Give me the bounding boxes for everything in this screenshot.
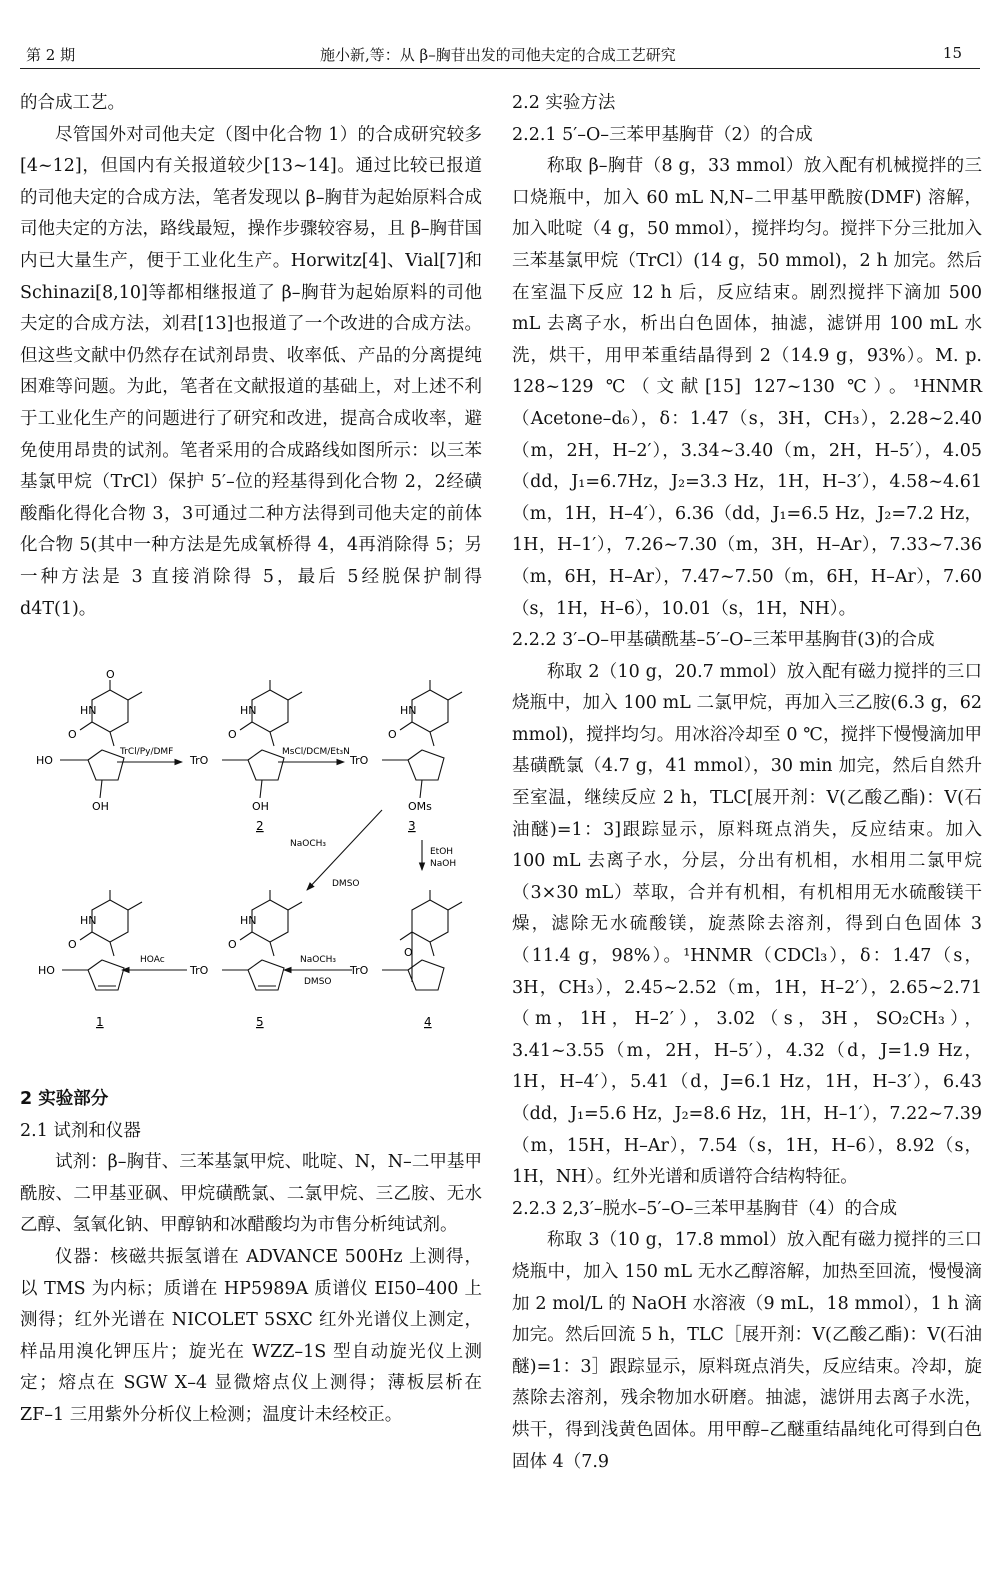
svg-text:HO: HO <box>38 964 55 977</box>
reagent-step4-solvent: DMSO <box>304 977 332 987</box>
reagent-step5: HOAc <box>140 955 165 965</box>
svg-text:O: O <box>228 728 237 741</box>
right-column <box>512 88 982 1478</box>
svg-text:TrO: TrO <box>190 964 209 977</box>
paragraph-intro-end: 的合成工艺。 <box>20 93 125 113</box>
svg-text:HN: HN <box>400 704 417 717</box>
structure-thymidine <box>36 668 142 813</box>
section-2-2-title: 2.2 实验方法 <box>512 93 616 113</box>
svg-text:OMs: OMs <box>408 800 432 813</box>
svg-text:TrO: TrO <box>350 964 369 977</box>
section-2-2-3-title: 2.2.3 2,3′–脱水–5′–O–三苯甲基胸苷（4）的合成 <box>512 1198 897 1219</box>
svg-text:HO: HO <box>36 754 53 767</box>
structure-compound-3 <box>349 680 462 833</box>
svg-text:O: O <box>404 946 413 959</box>
svg-text:HN: HN <box>80 914 97 927</box>
svg-text:O: O <box>388 728 397 741</box>
reagent-step3a-solvent: DMSO <box>332 879 360 889</box>
section-2-title: 2 实验部分 <box>20 1089 109 1109</box>
running-title: 施小新,等：从 β–胸苷出发的司他夫定的合成工艺研究 <box>320 46 676 64</box>
paragraph-background: 尽管国外对司他夫定（图中化合物 1）的合成研究较多[4~12]，但国内有关报道较少[13~14]。通过比较已报道的司他夫定的合成方法，笔者发现以 β–胸苷为起始原料合成司他夫定的方法，路线最短，操作步骤较容易，且 β–胸苷国内已大量生产，便于工业化生产。Horwitz[4]、Vial[7]和 Schinazi[8,10]等都相继报道了 β–胸苷为起始原料的司他夫定的合成方法，刘君[13]也报道了一个改进的合成方法。但这些文献中仍然存在试剂昂贵、收率低、产品的分离提纯困难等问题。为此，笔者在文献报道的基础上，对上述不利于工业化生产的问题进行了研究和改进，提高合成收率，避免使用昂贵的试剂。笔者采用的合成路线如图所示：以三苯基氯甲烷（TrCl）保护 5′–位的羟基得到化合物 2，2经磺酸酯化得化合物 3，3可通过二种方法得到司他夫定的前体化合物 5(其中一种方法是先成氧桥得 4，4再消除得 5；另一种方法是 3 直接消除得 5，最后 5经脱保护制得 d4T(1)。 <box>20 124 482 619</box>
svg-text:TrO: TrO <box>350 754 369 767</box>
compound-label-3: 3 <box>408 819 416 833</box>
structure-compound-1 <box>38 890 142 1029</box>
compound-label-4: 4 <box>424 1015 432 1029</box>
procedure-2-2-3: 称取 3（10 g，17.8 mmol）放入配有磁力搅拌的三口烧瓶中，加入 150 mL 无水乙醇溶解，加热至回流，慢慢滴加 2 mol/L 的 NaOH 水溶液（9 mL，18 mmol），1 h 滴加完。然后回流 5 h，TLC［展开剂：V(乙酸乙酯)：V(石油醚)=1：3］跟踪显示，原料斑点消失，反应结束。冷却，旋蒸除去溶剂，残余物加水研磨。抽滤，滤饼用去离子水洗，烘干，得到浅黄色固体。用甲醇–乙醚重结晶纯化可得到白色固体 4（7.9 <box>512 1230 982 1472</box>
reagent-step3b-1: EtOH <box>430 847 454 857</box>
instruments-paragraph: 仪器：核磁共振氢谱在 ADVANCE 500Hz 上测得，以 TMS 为内标；质谱在 HP5989A 质谱仪 EI50–400 上测得；红外光谱在 NICOLET 5SXC 红外光谱仪上测定，样品用溴化钾压片；旋光在 WZZ–1S 型自动旋光仪上测定；熔点在 SGW X–4 显微熔点仪上测得；薄板层析在 ZF–1 三用紫外分析仪上检测；温度计未经校正。 <box>20 1246 482 1425</box>
synthesis-scheme <box>22 668 482 1050</box>
svg-text:HN: HN <box>80 704 97 717</box>
reagent-step4: NaOCH₃ <box>300 955 336 965</box>
compound-label-1: 1 <box>96 1015 104 1029</box>
svg-text:OH: OH <box>252 800 269 813</box>
section-2-2-1-title: 2.2.1 5′–O–三苯甲基胸苷（2）的合成 <box>512 124 813 145</box>
procedure-2-2-2: 称取 2（10 g，20.7 mmol）放入配有磁力搅拌的三口烧瓶中，加入 100 mL 二氯甲烷，再加入三乙胺(6.3 g，62 mmol)，搅拌均匀。用冰浴冷却至 0 ℃，搅拌下慢慢滴加甲基磺酰氯（4.7 g，41 mmol），30 min 加完，然后自然升至室温，继续反应 2 h，TLC[展开剂：V(乙酸乙酯)：V(石油醚)=1：3]跟踪显示，原料斑点消失，反应结束。加入 100 mL 去离子水，分层，分出有机相，水相用二氯甲烷（3×30 mL）萃取，合并有机相，有机相用无水硫酸镁干燥，滤除无水硫酸镁，旋蒸除去溶剂，得到白色固体 3（11.4 g，98%）。¹HNMR（CDCl₃），δ：1.47（s，3H，CH₃），2.45~2.52（m，1H，H–2′），2.65~2.71（m，1H，H–2′），3.02（s，3H，SO₂CH₃），3.41~3.55（m，2H，H–5′），4.32（d，J=1.9 Hz，1H，H–4′），5.41（d，J=6.1 Hz，1H，H–3′），6.43（dd，J₁=5.6 Hz，J₂=8.6 Hz，1H，H–1′），7.22~7.39（m，15H，H–Ar），7.54（s，1H，H–6），8.92（s，1H，NH）。红外光谱和质谱符合结构特征。 <box>512 661 982 1188</box>
page-number: 15 <box>942 44 962 62</box>
reagent-step3b-2: NaOH <box>430 859 457 869</box>
reagent-step3a: NaOCH₃ <box>290 839 326 849</box>
svg-text:OH: OH <box>92 800 109 813</box>
structure-compound-5 <box>189 890 302 1029</box>
compound-label-2: 2 <box>256 819 264 833</box>
reagent-step1: TrCl/Py/DMF <box>120 747 174 757</box>
reagent-step2: MsCl/DCM/Et₃N <box>282 747 350 757</box>
issue-number: 第 2 期 <box>26 46 76 64</box>
reagents-paragraph: 试剂：β–胸苷、三苯基氯甲烷、吡啶、N，N–二甲基甲酰胺、二甲基亚砜、甲烷磺酰氯、二氯甲烷、三乙胺、无水乙醇、氢氧化钠、甲醇钠和冰醋酸均为市售分析纯试剂。 <box>20 1152 482 1236</box>
section-2-1-title: 2.1 试剂和仪器 <box>20 1120 141 1141</box>
svg-text:O: O <box>68 728 77 741</box>
running-header <box>20 38 980 69</box>
section-2-2-2-title: 2.2.2 3′–O–甲基磺酰基–5′–O–三苯甲基胸苷(3)的合成 <box>512 630 935 651</box>
compound-label-5: 5 <box>256 1015 264 1029</box>
svg-text:O: O <box>68 938 77 951</box>
svg-text:TrO: TrO <box>190 754 209 767</box>
svg-text:O: O <box>106 668 115 681</box>
svg-text:HN: HN <box>240 914 257 927</box>
structure-compound-4 <box>349 890 462 1029</box>
section-experimental <box>20 1084 482 1432</box>
svg-text:HN: HN <box>240 704 257 717</box>
left-column <box>20 88 482 625</box>
procedure-2-2-1: 称取 β–胸苷（8 g，33 mmol）放入配有机械搅拌的三口烧瓶中，加入 60 mL N,N–二甲基甲酰胺(DMF) 溶解，加入吡啶（4 g，50 mmol），搅拌均匀。搅拌下分三批加入三苯基氯甲烷（TrCl）(14 g，50 mmol)，2 h 加完。然后在室温下反应 12 h 后，反应结束。剧烈搅拌下滴加 500 mL 去离子水，析出白色固体，抽滤，滤饼用 100 mL 水洗，烘干，用甲苯重结晶得到 2（14.9 g，93%）。M. p. 128~129 ℃（文献[15] 127~130 ℃）。¹HNMR（Acetone–d₆），δ：1.47（s，3H，CH₃），2.28~2.40（m，2H，H–2′），3.34~3.40（m，2H，H–5′），4.05（dd，J₁=6.7Hz，J₂=3.3 Hz，1H，H–3′），4.58~4.61（m，1H，H–4′），6.36（dd，J₁=6.5 Hz，J₂=7.2 Hz，1H，H–1′），7.26~7.30（m，3H，H–Ar），7.33~7.36（m，6H，H–Ar），7.47~7.50（m，6H，H–Ar），7.60（s，1H，H–6），10.01（s，1H，NH）。 <box>512 156 982 619</box>
svg-text:O: O <box>228 938 237 951</box>
